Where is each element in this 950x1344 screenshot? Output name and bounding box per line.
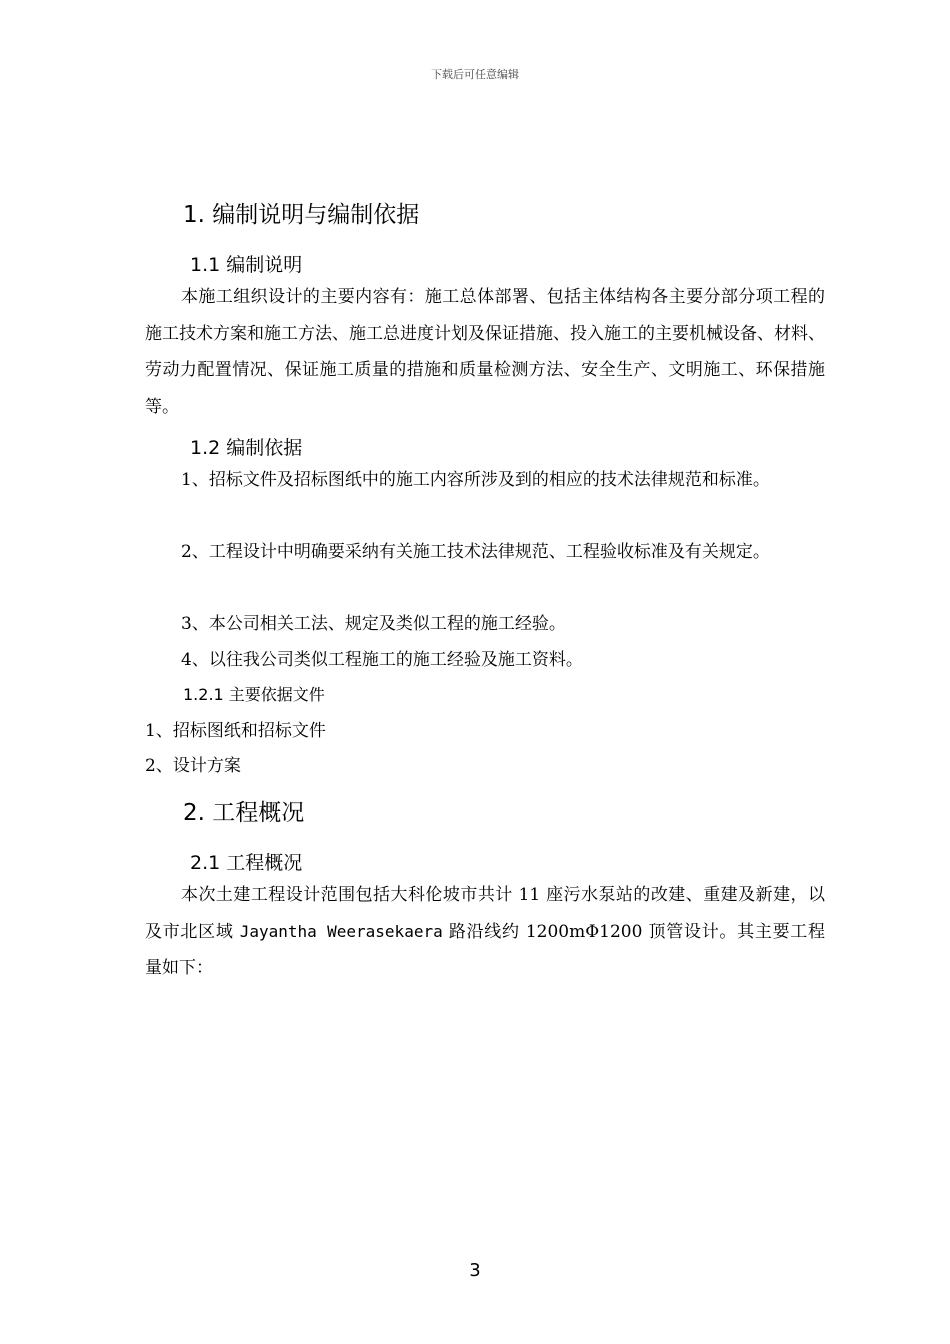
project-scope-text-1: 本次土建工程设计范围包括大科伦坡市共计 11 座污水泵站的改建、重建及新建，以及市北区域 xyxy=(145,885,825,942)
section-2-1-body xyxy=(145,877,825,987)
section-1-2-heading: 1.2 编制依据 xyxy=(190,437,303,459)
basis-item-4: 4、以往我公司类似工程施工的施工经验及施工资料。 xyxy=(181,650,583,670)
section-2-heading: 2. 工程概况 xyxy=(183,800,305,826)
basis-item-3: 3、本公司相关工法、规定及类似工程的施工经验。 xyxy=(181,614,566,634)
project-scope-text-2: 路沿线约 1200mΦ1200 顶管设计。其主要工程量如下： xyxy=(145,921,826,978)
basis-item-2: 2、工程设计中明确要采纳有关施工技术法律规范、工程验收标准及有关规定。 xyxy=(181,542,770,562)
main-document-item-2: 2、设计方案 xyxy=(145,756,241,776)
section-1-2-1-heading: 1.2.1 主要依据文件 xyxy=(183,685,325,704)
page-number: 3 xyxy=(469,1260,481,1281)
page-header-note: 下载后可任意编辑 xyxy=(431,68,519,81)
main-document-item-1: 1、招标图纸和招标文件 xyxy=(145,721,326,741)
section-1-heading: 1. 编制说明与编制依据 xyxy=(183,202,420,228)
section-1-1-heading: 1.1 编制说明 xyxy=(190,254,303,276)
section-1-1-body: 本施工组织设计的主要内容有：施工总体部署、包括主体结构各主要分部分项工程的施工技术方案和施工方法、施工总进度计划及保证措施、投入施工的主要机械设备、材料、劳动力配置情况、保证施工质量的措施和质量检测方法、安全生产、文明施工、环保措施等。 xyxy=(145,287,825,417)
section-2-1-heading: 2.1 工程概况 xyxy=(190,852,303,874)
basis-item-1: 1、招标文件及招标图纸中的施工内容所涉及到的相应的技术法律规范和标准。 xyxy=(181,470,770,490)
road-name: Jayantha Weerasekaera xyxy=(239,921,443,941)
